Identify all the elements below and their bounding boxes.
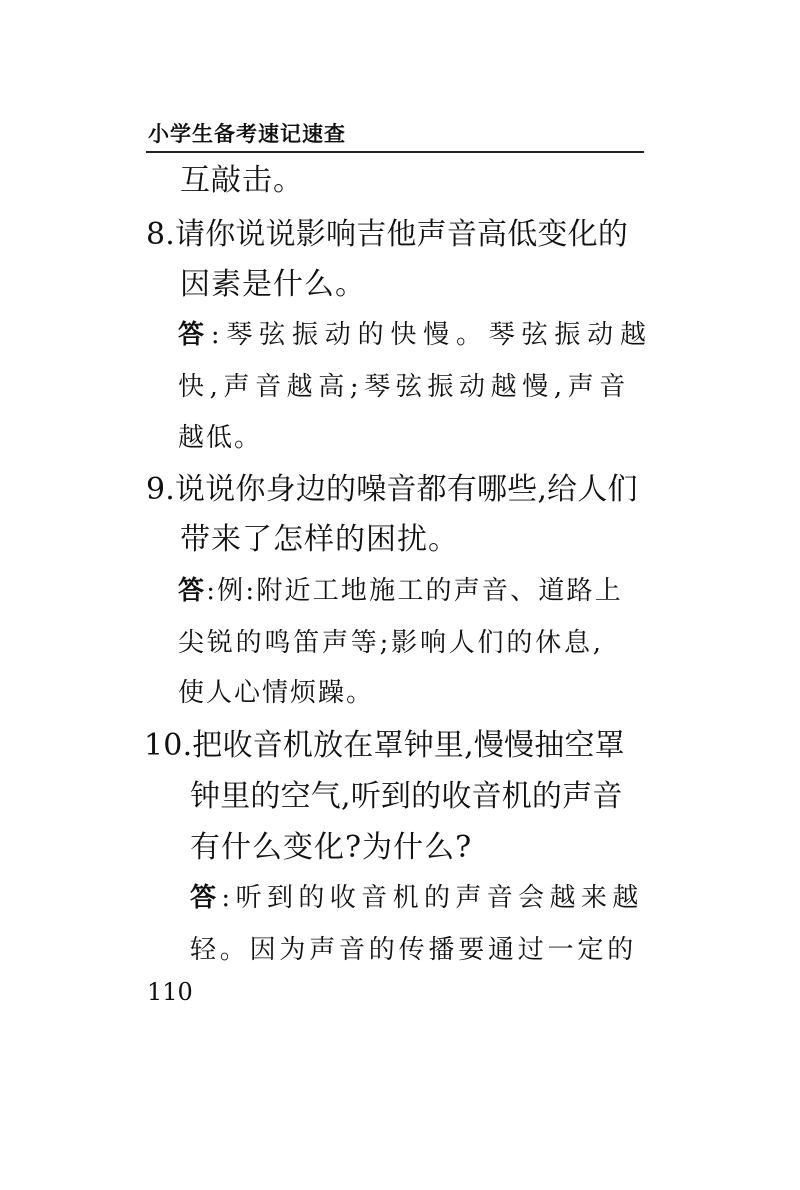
answer-text: :例:附近工地施工的声音、道路上 xyxy=(206,576,623,606)
answer-10-line-1 xyxy=(190,885,644,911)
answer-8-line-3: 越低。 xyxy=(178,423,263,453)
question-10-line-1: 10.把收音机放在罩钟里,慢慢抽空罩 xyxy=(144,728,625,763)
question-8-line-2: 因素是什么。 xyxy=(180,267,366,302)
question-10-line-3: 有什么变化?为什么? xyxy=(190,830,473,865)
answer-9-line-2: 尖锐的鸣笛声等;影响人们的休息, xyxy=(178,628,604,658)
answer-9-line-1 xyxy=(178,578,623,604)
answer-text: :听到的收音机的声音会越来越 xyxy=(221,883,644,913)
answer-label: 答 xyxy=(190,883,222,913)
answer-text: :琴弦振动的快慢。琴弦振动越 xyxy=(210,320,653,350)
answer-8-line-2: 快,声音越高;琴弦振动越慢,声音 xyxy=(178,372,631,402)
text-line: 互敲击。 xyxy=(180,163,304,198)
answer-label: 答 xyxy=(178,576,207,606)
page-number: 110 xyxy=(147,978,193,1006)
question-9-line-1: 9.说说你身边的噪音都有哪些,给人们 xyxy=(146,472,638,507)
question-10-line-2: 钟里的空气,听到的收音机的声音 xyxy=(190,779,623,814)
answer-10-line-2: 轻。因为声音的传播要通过一定的 xyxy=(190,935,638,965)
answer-label: 答 xyxy=(178,320,211,350)
header-rule xyxy=(146,151,644,153)
question-8-line-1: 8.请你说说影响吉他声音高低变化的 xyxy=(146,217,629,252)
question-9-line-2: 带来了怎样的困扰。 xyxy=(180,522,459,557)
answer-9-line-3: 使人心情烦躁。 xyxy=(178,678,375,708)
running-header-title: 小学生备考速记速查 xyxy=(148,122,346,146)
answer-8-line-1 xyxy=(178,322,653,348)
